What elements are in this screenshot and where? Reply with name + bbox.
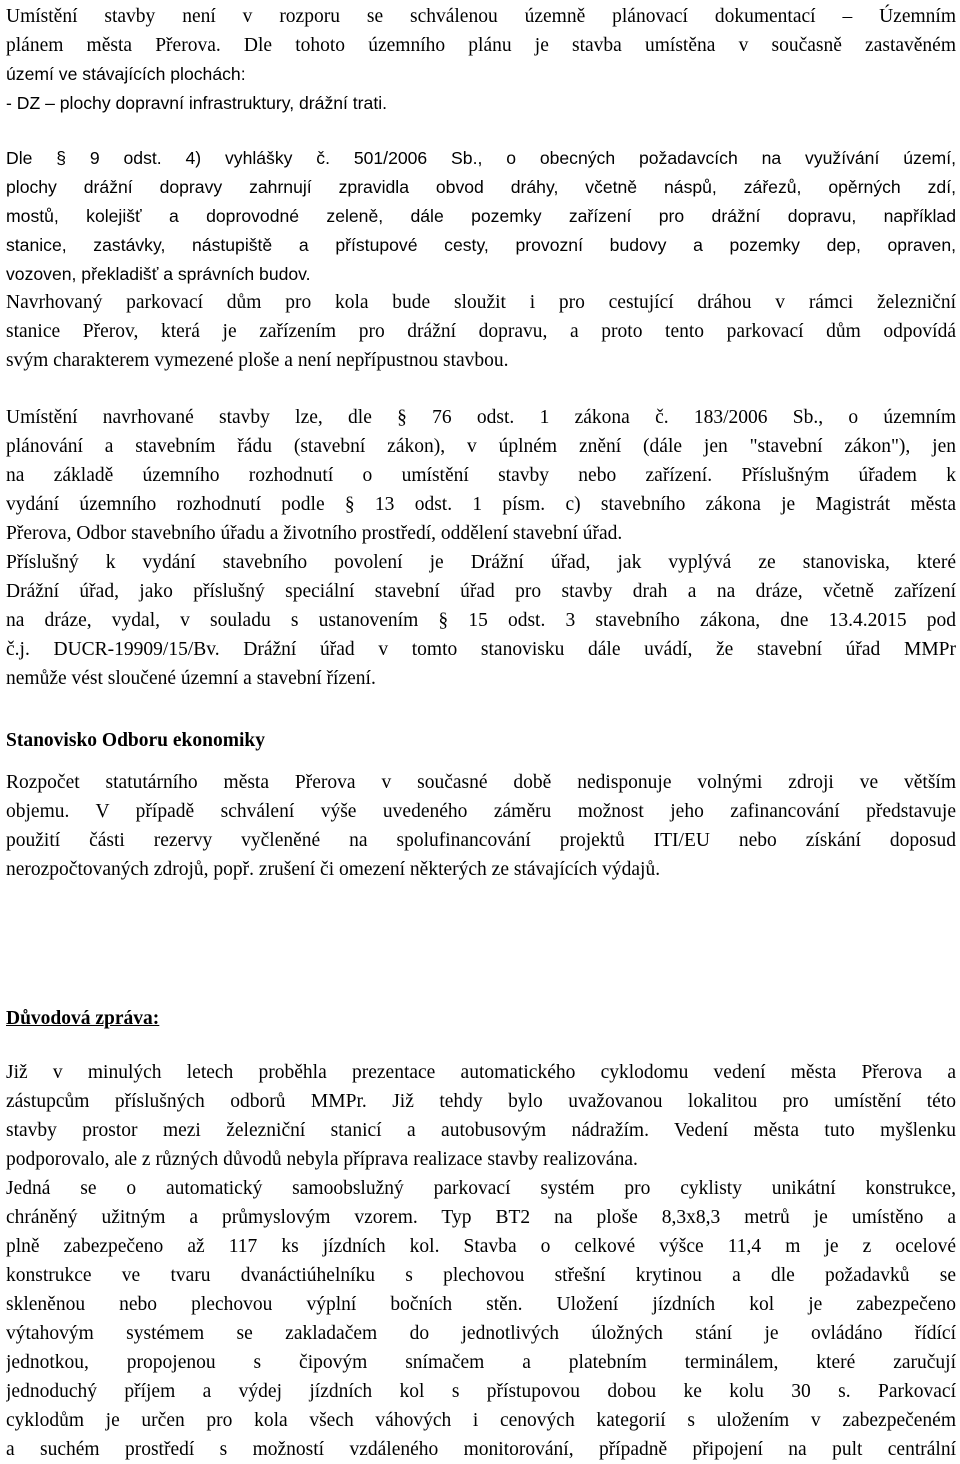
text-line: plánování a stavebním řádu (stavební zákon), v úplném znění (dále jen "stavební zákon"), jen bbox=[6, 436, 956, 457]
text-line: použití části rezervy vyčleněné na spolufinancování projektů ITI/EU nebo získání doposud bbox=[6, 830, 956, 851]
text-line: stavby prostor mezi železniční stanicí a autobusovým nádražím. Vedení města tuto myšlenku bbox=[6, 1120, 956, 1141]
section-heading-duvodova-zprava: Důvodová zpráva: bbox=[6, 1008, 160, 1029]
text-line: na základě územního rozhodnutí o umístění stavby nebo zařízení. Příslušným úřadem k bbox=[6, 465, 956, 486]
text-line: vydání územního rozhodnutí podle § 13 odst. 1 písm. c) stavebního zákona je Magistrát města bbox=[6, 494, 956, 515]
text-line: Rozpočet statutárního města Přerova v současné době nedisponuje volnými zdroji ve větším bbox=[6, 772, 956, 793]
text-line: konstrukce ve tvaru dvanáctiúhelníku s plechovou střešní krytinou a dle požadavků se bbox=[6, 1265, 956, 1286]
text-line: stanice, zastávky, nástupiště a přístupové cesty, provozní budovy a pozemky dep, opraven, bbox=[6, 235, 956, 255]
text-line: skleněnou nebo plechovou výplní bočních stěn. Uložení jízdních kol je zabezpečeno bbox=[6, 1294, 956, 1315]
text-line: a suchém prostředí s možností vzdáleného monitorování, případně připojení na pult centrální bbox=[6, 1439, 956, 1460]
text-line: území ve stávajících plochách: bbox=[6, 64, 246, 84]
text-line: Navrhovaný parkovací dům pro kola bude sloužit i pro cestující dráhou v rámci železniční bbox=[6, 292, 956, 313]
text-line: nemůže vést sloučené územní a stavební řízení. bbox=[6, 668, 376, 689]
text-line: plánem města Přerova. Dle tohoto územního plánu je stavba umístěna v současně zastavěném bbox=[6, 35, 956, 56]
document-page bbox=[6, 0, 956, 1464]
text-line: Přerova, Odbor stavebního úřadu a životního prostředí, oddělení stavební úřad. bbox=[6, 523, 623, 544]
text-line: nerozpočtovaných zdrojů, popř. zrušení či omezení některých ze stávajících výdajů. bbox=[6, 859, 661, 880]
text-line: na dráze, vydal, v souladu s ustanovením § 15 odst. 3 stavebního zákona, dne 13.4.2015 pod bbox=[6, 610, 956, 631]
text-line: Jedná se o automatický samoobslužný parkovací systém pro cyklisty unikátní konstrukce, bbox=[6, 1178, 956, 1199]
section-heading-ekonomika: Stanovisko Odboru ekonomiky bbox=[6, 730, 265, 751]
text-line: jednotkou, propojenou s čipovým snímačem a platebním terminálem, které zaručují bbox=[6, 1352, 956, 1373]
text-line: Umístění navrhované stavby lze, dle § 76 odst. 1 zákona č. 183/2006 Sb., o územním bbox=[6, 407, 956, 428]
text-line: plochy drážní dopravy zahrnují zpravidla obvod dráhy, včetně náspů, zářezů, opěrných zdí, bbox=[6, 177, 956, 197]
text-line: cyklodům je určen pro kola všech váhových i cenových kategorií s uložením v zabezpečeném bbox=[6, 1410, 956, 1431]
text-line: Umístění stavby není v rozporu se schválenou územně plánovací dokumentací – Územním bbox=[6, 6, 956, 27]
paragraph-cyklodum bbox=[6, 1058, 956, 1464]
paragraph-parkovaci-dum bbox=[6, 288, 956, 375]
text-line: Drážní úřad, jako příslušný speciální stavební úřad pro stavby drah a na dráze, včetně zařízení bbox=[6, 581, 956, 602]
text-line: stanice Přerov, která je zařízením pro drážní dopravu, a proto tento parkovací dům odpovídá bbox=[6, 321, 956, 342]
text-line: chráněný užitným a průmyslovým vzorem. Typ BT2 na ploše 8,3x8,3 metrů je umístěno a bbox=[6, 1207, 956, 1228]
text-line: zástupcům příslušných odborů MMPr. Již tehdy bylo uvažovanou lokalitou pro umístění této bbox=[6, 1091, 956, 1112]
text-line: č.j. DUCR-19909/15/Bv. Drážní úřad v tomto stanovisku dále uvádí, že stavební úřad MMPr bbox=[6, 639, 956, 660]
paragraph-vyhlaska bbox=[6, 144, 956, 289]
text-line: podporovalo, ale z různých důvodů nebyla příprava realizace stavby realizována. bbox=[6, 1149, 638, 1170]
text-line: výtahovým systémem se zakladačem do jednotlivých úložných stání je ovládáno řídící bbox=[6, 1323, 956, 1344]
paragraph-uzemni-plan bbox=[6, 2, 956, 60]
text-line: Dle § 9 odst. 4) vyhlášky č. 501/2006 Sb., o obecných požadavcích na využívání území, bbox=[6, 148, 956, 168]
text-line: mostů, kolejišť a doprovodné zeleně, dále pozemky zařízení pro drážní dopravu, například bbox=[6, 206, 956, 226]
text-line: Příslušný k vydání stavebního povolení je Drážní úřad, jak vyplývá ze stanoviska, které bbox=[6, 552, 956, 573]
text-line: objemu. V případě schválení výše uvedeného záměru možnost jeho zafinancování představuje bbox=[6, 801, 956, 822]
paragraph-umisteni-stavby bbox=[6, 403, 956, 693]
paragraph-plochy bbox=[6, 60, 956, 118]
text-line: plně zabezpečeno až 117 ks jízdních kol. Stavba o celkové výšce 11,4 m je z ocelové bbox=[6, 1236, 956, 1257]
text-line: vozoven, překladišť a správních budov. bbox=[6, 264, 311, 284]
text-line: svým charakterem vymezené ploše a není nepřípustnou stavbou. bbox=[6, 350, 509, 371]
text-line: - DZ – plochy dopravní infrastruktury, drážní trati. bbox=[6, 93, 388, 113]
text-line: Již v minulých letech proběhla prezentace automatického cyklodomu vedení města Přerova a bbox=[6, 1062, 956, 1083]
paragraph-rozpocet bbox=[6, 768, 956, 884]
text-line: jednoduchý příjem a výdej jízdních kol s přístupovou dobou ke kolu 30 s. Parkovací bbox=[6, 1381, 956, 1402]
